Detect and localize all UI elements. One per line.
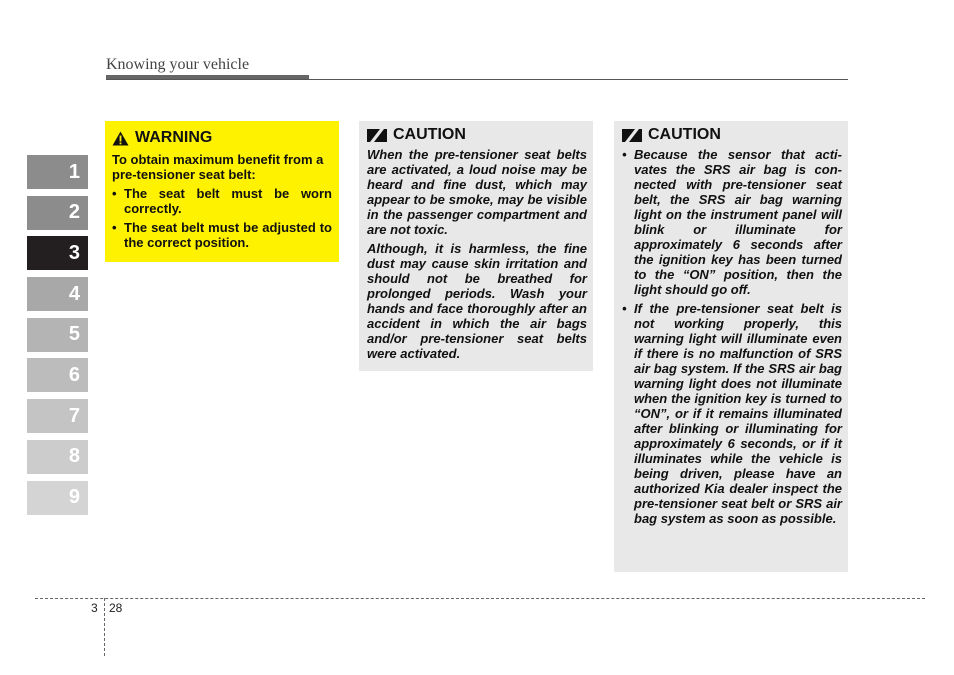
header-rule <box>106 79 848 80</box>
chapter-tab-2[interactable]: 2 <box>27 196 88 230</box>
chapter-tab-9[interactable]: 9 <box>27 481 88 515</box>
page-number: 28 <box>109 601 123 615</box>
warning-box <box>105 121 339 262</box>
chapter-tab-6[interactable]: 6 <box>27 358 88 392</box>
caution-bullet: • If the pre-tensioner seat belt is not working properly, this warning light will illuminate even if there is no malfunction of SRS air bag system. If the SRS air bag warning light does not illuminate when the ignition key is turned to “ON”, or if it remains illuminated after blinking or illuminating for approximately 6 seconds, or if it illuminates while the vehicle is being driven, please have an authorized Kia dealer inspect the pre-tensioner seat belt or SRS air bag system as soon as possible. <box>622 301 842 526</box>
warning-triangle-icon <box>112 131 129 146</box>
caution-header <box>622 126 842 144</box>
chapter-tab-3[interactable]: 3 <box>27 236 88 270</box>
section-header-title: Knowing your vehicle <box>106 56 250 73</box>
chapter-tab-4[interactable]: 4 <box>27 277 88 311</box>
warning-intro: To obtain maximum benefit from a pre-tensioner seat belt: <box>112 152 324 182</box>
warning-bullet: • The seat belt must be worn correctly. <box>112 186 332 216</box>
chapter-tab-5[interactable]: 5 <box>27 318 88 352</box>
chapter-tab-8[interactable]: 8 <box>27 440 88 474</box>
page-chapter-number: 3 <box>91 601 98 615</box>
chapter-tab-7[interactable]: 7 <box>27 399 88 433</box>
warning-title: WARNING <box>135 129 213 146</box>
chapter-tab-1[interactable]: 1 <box>27 155 88 189</box>
caution-title: CAUTION <box>393 126 466 143</box>
caution-paragraph: Although, it is harmless, the fine dust may cause skin irritation and should not be breathed for prolonged periods. Wash your hands and face thoroughly after an accident in which the air bags and/or pre-tensioner seat belts were activated. <box>367 241 587 361</box>
caution-title: CAUTION <box>648 126 721 143</box>
chapter-tabs <box>27 155 88 521</box>
caution-slash-icon <box>367 129 387 142</box>
warning-header <box>112 129 332 147</box>
caution-box-2 <box>614 121 848 572</box>
footer-rule <box>35 598 925 599</box>
caution-header <box>367 126 587 144</box>
warning-bullet: • The seat belt must be adjusted to the correct position. <box>112 220 332 250</box>
footer-divider <box>104 598 105 656</box>
caution-paragraph: When the pre-tensioner seat belts are activated, a loud noise may be heard and fine dust, which may appear to be smoke, may be visible in the passenger compartment and are not toxic. <box>367 147 587 237</box>
caution-box-1 <box>359 121 593 371</box>
caution-bullet: • Because the sensor that acti-vates the SRS air bag is con-nected with pre-tensioner seat belt, the SRS air bag warning light on the instrument panel will blink or illuminate for approximately 6 seconds after the ignition key has been turned to the “ON” position, then the light should go off. <box>622 147 842 297</box>
caution-slash-icon <box>622 129 642 142</box>
